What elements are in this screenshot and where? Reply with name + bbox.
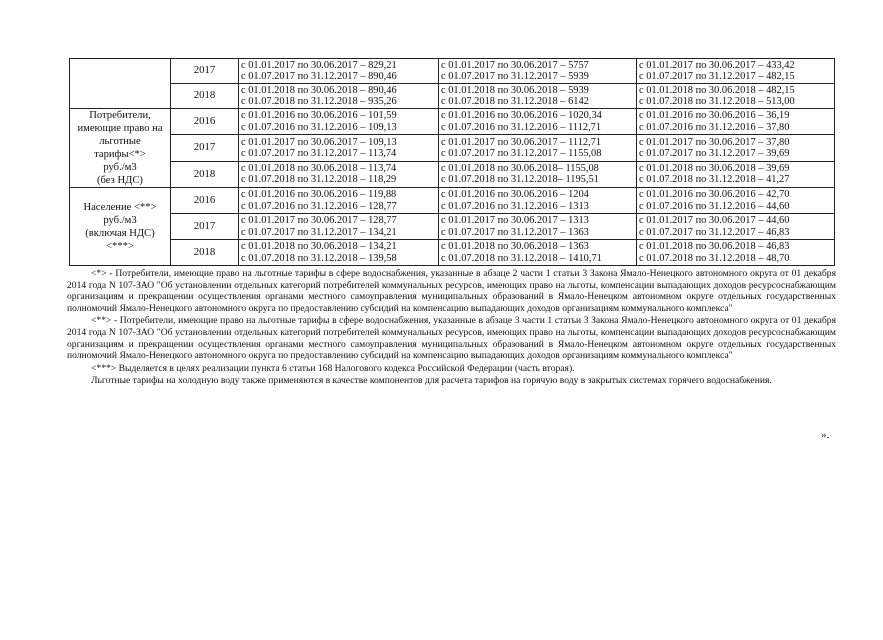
tariff-period-line: с 01.07.2017 по 31.12.2017 – 134,21: [241, 226, 397, 238]
tariff-period-line: с 01.01.2017 по 30.06.2017 – 37,80: [639, 136, 790, 148]
footnotes: [67, 268, 836, 388]
tariff-value-cell: [637, 59, 835, 84]
tariff-value-cell: [637, 161, 835, 187]
tariff-period-line: с 01.07.2017 по 31.12.2017 – 482,15: [639, 71, 795, 82]
tariff-period-line: с 01.01.2017 по 30.06.2017 – 44,60: [639, 215, 790, 227]
category-line: Потребители,: [89, 110, 151, 121]
category-line: имеющие право на: [77, 123, 163, 134]
tariff-period-line: с 01.01.2018 по 30.06.2018 – 5939: [441, 84, 589, 96]
tariff-value-cell: [439, 84, 637, 109]
year-cell: 2017: [171, 135, 239, 161]
tariff-period-line: с 01.01.2017 по 30.06.2017 – 109,13: [241, 136, 397, 148]
footnote-3: <***> Выделяется в целях реализации пункта 6 статьи 168 Налогового кодекса Российской Федерации (часть вторая).: [91, 362, 575, 374]
year-cell: 2018: [171, 240, 239, 266]
tariff-period-line: с 01.07.2018 по 31.12.2018 – 6142: [441, 96, 589, 107]
tariff-value-cell: [637, 109, 835, 135]
tariff-period-line: с 01.07.2017 по 31.12.2017 – 39,69: [639, 147, 790, 159]
tariff-period-line: с 01.07.2018 по 31.12.2018 – 935,26: [241, 96, 397, 107]
tariff-period-line: с 01.01.2016 по 30.06.2016 – 101,59: [241, 110, 397, 122]
tariff-period-line: с 01.01.2017 по 30.06.2017 – 829,21: [241, 59, 397, 71]
tariff-value-cell: [637, 188, 835, 214]
tariff-value-cell: [637, 214, 835, 240]
category-line: руб./м3: [103, 162, 137, 173]
tariff-value-cell: [239, 161, 439, 187]
tariff-period-line: с 01.01.2018 по 30.06.2018 – 39,69: [639, 163, 790, 175]
tariff-value-cell: [439, 188, 637, 214]
table-row: [70, 59, 835, 84]
tariff-value-cell: [239, 135, 439, 161]
category-line: <***>: [106, 240, 134, 252]
tariff-table: [69, 58, 835, 266]
tariff-period-line: с 01.07.2017 по 31.12.2017 – 46,83: [639, 226, 790, 238]
tariff-period-line: с 01.01.2018 по 30.06.2018 – 482,15: [639, 84, 795, 96]
tariff-period-line: с 01.07.2016 по 31.12.2016 – 44,60: [639, 200, 790, 212]
tariff-value-cell: [239, 214, 439, 240]
tariff-period-line: с 01.01.2017 по 30.06.2017 – 1112,71: [441, 136, 602, 148]
tariff-period-line: с 01.01.2018 по 30.06.2018 – 113,74: [241, 163, 397, 175]
tariff-period-line: с 01.01.2016 по 30.06.2016 – 1204: [441, 189, 589, 201]
tariff-value-cell: [637, 240, 835, 266]
tariff-period-line: с 01.07.2017 по 31.12.2017 – 890,46: [241, 71, 397, 82]
tariff-value-cell: [439, 135, 637, 161]
footnote-2: <**> - Потребители, имеющие право на льготные тарифы в сфере водоснабжения, указанные в абзаце 3 части 1 статьи 3 Закона Ямало-Ненецкого автономного округа от 01 декабря 2014 года N 107-ЗАО "Об установлении отдельных категорий потребителей коммунальных ресурсов, имеющих право на льготы, компенсации выпадающих доходов ресурсоснабжающим организациям и прекращении осуществления органами местного самоуправления муниципальных образований в Ямало-Ненецком автономном округе отдельных государственных полномочий Ямало-Ненецкого автономного округа по предоставлению субсидий на компенсацию выпадающих доходов организациям коммунального комплекса": [67, 315, 836, 362]
tariff-value-cell: [637, 135, 835, 161]
tariff-period-line: с 01.01.2018 по 30.06.2018 – 134,21: [241, 241, 397, 253]
tariff-period-line: с 01.07.2018 по 31.12.2018 – 118,29: [241, 174, 397, 186]
category-cell: [70, 109, 171, 188]
table-row: [70, 214, 835, 240]
category-cell: [70, 188, 171, 266]
tariff-period-line: с 01.07.2017 по 31.12.2017 – 5939: [441, 71, 589, 82]
tariff-period-line: с 01.01.2018 по 30.06.2018 – 46,83: [639, 241, 790, 253]
tariff-value-cell: [439, 240, 637, 266]
table-row: [70, 188, 835, 214]
tariff-period-line: с 01.07.2016 по 31.12.2016 – 109,13: [241, 121, 397, 133]
tariff-value-cell: [239, 59, 439, 84]
tariff-value-cell: [239, 188, 439, 214]
tariff-value-cell: [439, 59, 637, 84]
year-cell: 2016: [171, 188, 239, 214]
tariff-period-line: с 01.01.2016 по 30.06.2016 – 42,70: [639, 189, 790, 201]
year-cell: 2018: [171, 84, 239, 109]
tariff-period-line: с 01.07.2018 по 31.12.2018 – 139,58: [241, 252, 397, 264]
tariff-period-line: с 01.07.2018 по 31.12.2018 – 48,70: [639, 252, 790, 264]
tariff-period-line: с 01.01.2018 по 30.06.2018 – 1363: [441, 241, 589, 253]
tariff-period-line: с 01.01.2017 по 30.06.2017 – 433,42: [639, 59, 795, 71]
tariff-period-line: с 01.01.2017 по 30.06.2017 – 1313: [441, 215, 589, 227]
category-line: льготные: [99, 136, 141, 147]
tariff-period-line: с 01.01.2018 по 30.06.2018– 1155,08: [441, 163, 599, 175]
table-row: [70, 84, 835, 109]
category-line: тарифы<*>: [94, 149, 146, 160]
tariff-period-line: с 01.07.2016 по 31.12.2016 – 128,77: [241, 200, 397, 212]
tariff-value-cell: [637, 84, 835, 109]
tariff-period-line: с 01.07.2018 по 31.12.2018– 1195,51: [441, 174, 599, 186]
tariff-value-cell: [239, 240, 439, 266]
year-cell: 2017: [171, 59, 239, 84]
category-line: Население <**>: [83, 201, 157, 213]
tariff-period-line: с 01.07.2018 по 31.12.2018 – 513,00: [639, 96, 795, 107]
tariff-period-line: с 01.07.2018 по 31.12.2018 – 1410,71: [441, 252, 602, 264]
table-row: [70, 109, 835, 135]
tariff-table-body: [70, 59, 835, 266]
tariff-period-line: с 01.07.2017 по 31.12.2017 – 1363: [441, 226, 589, 238]
tariff-period-line: с 01.01.2016 по 30.06.2016 – 36,19: [639, 110, 790, 122]
year-cell: 2017: [171, 214, 239, 240]
tariff-period-line: с 01.07.2016 по 31.12.2016 – 1313: [441, 200, 589, 212]
table-row: [70, 161, 835, 187]
tariff-period-line: с 01.01.2018 по 30.06.2018 – 890,46: [241, 84, 397, 96]
year-cell: 2016: [171, 109, 239, 135]
tariff-value-cell: [239, 84, 439, 109]
tariff-period-line: с 01.07.2017 по 31.12.2017 – 113,74: [241, 147, 397, 159]
footnote-1: <*> - Потребители, имеющие право на льготные тарифы в сфере водоснабжения, указанные в абзаце 2 части 1 статьи 3 Закона Ямало-Ненецкого автономного округа от 01 декабря 2014 года N 107-ЗАО "Об установлении отдельных категорий потребителей коммунальных ресурсов, имеющих право на льготы, компенсации выпадающих доходов ресурсоснабжающим организациям и прекращении осуществления органами местного самоуправления муниципальных образований в Ямало-Ненецком автономном округе отдельных государственных полномочий Ямало-Ненецкого автономного округа по предоставлению субсидий на компенсацию выпадающих доходов организациям коммунального комплекса": [67, 268, 836, 314]
tariff-value-cell: [439, 109, 637, 135]
tariff-period-line: с 01.07.2016 по 31.12.2016 – 1112,71: [441, 121, 602, 133]
tariff-period-line: с 01.01.2017 по 30.06.2017 – 128,77: [241, 215, 397, 227]
table-row: [70, 135, 835, 161]
tariff-value-cell: [439, 214, 637, 240]
closing-quote: ».: [821, 429, 830, 441]
table-row: [70, 240, 835, 266]
category-line: руб./м3: [103, 214, 137, 226]
year-cell: 2018: [171, 161, 239, 187]
category-line: (включая НДС): [85, 227, 155, 239]
tariff-period-line: с 01.07.2017 по 31.12.2017 – 1155,08: [441, 147, 602, 159]
tariff-period-line: с 01.01.2017 по 30.06.2017 – 5757: [441, 59, 589, 71]
closing-paragraph: Льготные тарифы на холодную воду также применяются в качестве компонентов для расчета тарифов на горячую воду в закрытых системах горячего водоснабжения.: [91, 375, 772, 387]
tariff-period-line: с 01.01.2016 по 30.06.2016 – 119,88: [241, 189, 397, 201]
tariff-value-cell: [439, 161, 637, 187]
tariff-period-line: с 01.01.2016 по 30.06.2016 – 1020,34: [441, 110, 602, 122]
tariff-period-line: с 01.07.2018 по 31.12.2018 – 41,27: [639, 174, 790, 186]
category-cell: [70, 59, 171, 109]
tariff-period-line: с 01.07.2016 по 31.12.2016 – 37,80: [639, 121, 790, 133]
category-line: (без НДС): [97, 175, 143, 186]
tariff-value-cell: [239, 109, 439, 135]
